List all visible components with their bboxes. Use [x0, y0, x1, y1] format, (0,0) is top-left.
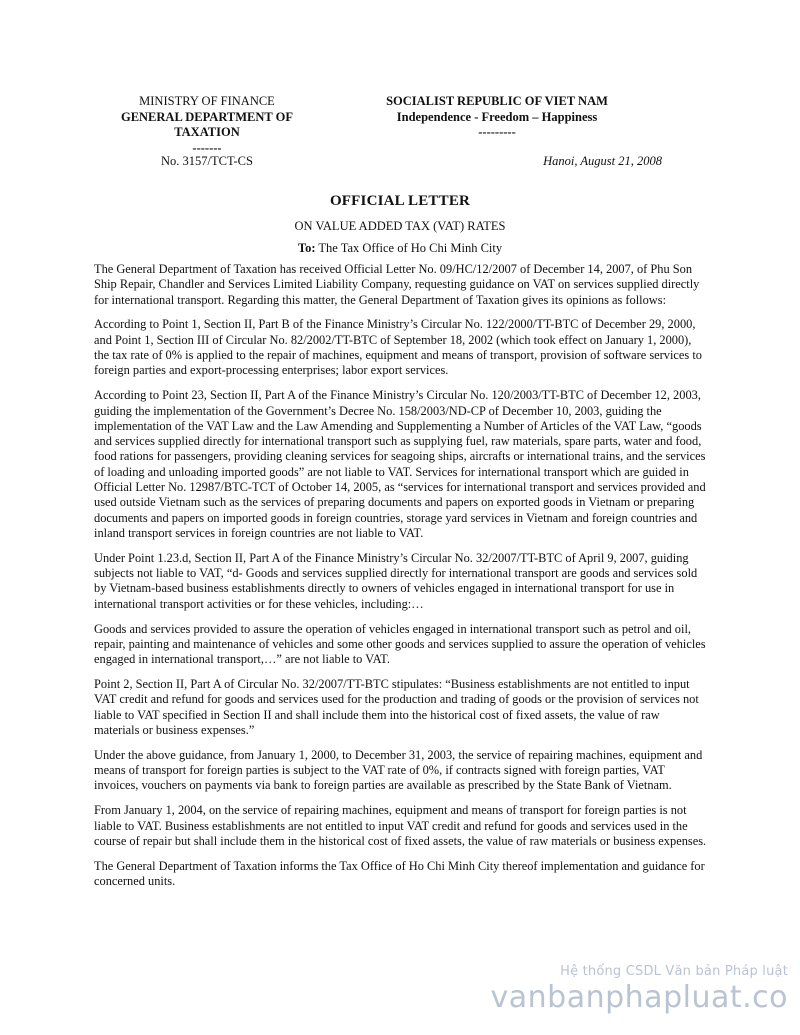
body-paragraph: Goods and services provided to assure the operation of vehicles engaged in international transport such as petrol and oil, repair, painting and maintenance of vehicles and some other goods and services supplied to assure the operation of vehicles engaged in international transport,…” are not liable to VAT.	[94, 621, 706, 667]
national-motto: Independence - Freedom – Happiness	[396, 109, 598, 124]
motto-separator: ---------	[478, 125, 516, 139]
document-number: No. 3157/TCT-CS	[161, 154, 253, 168]
ministry-name: MINISTRY OF FINANCE	[139, 94, 275, 108]
recipient-name: The Tax Office of Ho Chi Minh City	[318, 241, 503, 255]
watermark-domain: vanbanphapluat.co	[490, 980, 788, 1015]
body-paragraph: Under the above guidance, from January 1, 2000, to December 31, 2003, the service of repairing machines, equipment and means of transport for foreign parties is subject to the VAT rate of 0%, if contracts signed with foreign parties, VAT invoices, vouchers on payments via bank to foreign parties are available as prescribed by the State Bank of Vietnam.	[94, 747, 703, 793]
department-name-line1: GENERAL DEPARTMENT OF	[120, 109, 294, 124]
letter-body	[94, 262, 708, 899]
watermark-tagline: Hệ thống CSDL Văn bản Pháp luật	[560, 964, 788, 979]
body-paragraph: From January 1, 2004, on the service of repairing machines, equipment and means of transport for foreign parties is not liable to VAT. Business establishments are not entitled to input VAT credit and refund for goods and services used in the course of repair but shall include them in the historical cost of fixed assets, the value of raw materials or business expenses.	[94, 803, 707, 848]
body-paragraph: According to Point 1, Section II, Part B of the Finance Ministry’s Circular No. 122/2000/TT-BTC of December 29, 2000, and Point 1, Section III of Circular No. 82/2002/TT-BTC of September 18, 2002 (which took effect on January 1, 2000), the tax rate of 0% is applied to the repair of machines, equipment and means of transport, provision of software services to foreign parties and export-processing enterprises; labor export services.	[94, 317, 702, 378]
body-paragraph: The General Department of Taxation informs the Tax Office of Ho Chi Minh City thereof implementation and guidance for concerned units.	[94, 858, 705, 889]
department-name-line2: TAXATION	[174, 125, 240, 139]
place-and-date: Hanoi, August 21, 2008	[543, 154, 662, 168]
site-watermark	[491, 964, 788, 1015]
country-name: SOCIALIST REPUBLIC OF VIET NAM	[386, 94, 608, 108]
body-paragraph: Point 2, Section II, Part A of Circular No. 32/2007/TT-BTC stipulates: “Business establishments are not entitled to input VAT credit and refund for goods and services used for the production and trading of goods or the provision of services not liable to VAT specified in Section II and shall include them into the historical cost of fixed assets, the value of raw materials or business expenses.”	[94, 677, 699, 737]
recipient-label: To:	[297, 241, 316, 255]
recipient-line	[0, 241, 800, 256]
body-paragraph: According to Point 23, Section II, Part A of the Finance Ministry’s Circular No. 120/2003/TT-BTC of December 12, 2003, guiding the implementation of the Government’s Decree No. 158/2003/ND-CP of December 10, 2003, guiding the implementation of the VAT Law and the Law Amending and Supplementing a Number of Articles of the VAT Law, “goods and services supplied directly for international transport such as supplying fuel, raw materials, spare parts, water and food, food rations for passengers, providing cleaning services for seagoing ships, aircrafts or international trains, and the services of loading and unloading imported goods” are not liable to VAT. Services for international transport which are guided in Official Letter No. 12987/BTC-TCT of October 14, 2005, as “services for international transport and services provided and used outside Vietnam such as the services of preparing documents and papers on exported goods in Vietnam or preparing documents and papers on imported goods in foreign countries, storage yard services in Vietnam and foreign countries and inland transport services in foreign countries are not liable to VAT.	[94, 388, 706, 540]
national-title-block	[358, 94, 636, 141]
issuer-separator: -------	[192, 140, 222, 155]
body-paragraph: The General Department of Taxation has received Official Letter No. 09/HC/12/2007 of December 14, 2007, of Phu Son Ship Repair, Chandler and Services Limited Liability Company, requesting guidance on VAT on services supplied directly for international transport. Regarding this matter, the General Department of Taxation gives its opinions as follows:	[94, 262, 700, 307]
document-title: OFFICIAL LETTER	[329, 193, 471, 209]
issuer-block	[115, 94, 299, 156]
document-header	[0, 94, 800, 174]
document-subtitle: ON VALUE ADDED TAX (VAT) RATES	[294, 219, 506, 233]
body-paragraph: Under Point 1.23.d, Section II, Part A of the Finance Ministry’s Circular No. 32/2007/TT-BTC of April 9, 2007, guiding subjects not liable to VAT, “d- Goods and services supplied directly for international transport are goods and services sold by Vietnam-based business establishments directly to owners of vehicles engaged in international transport for use in international transport activities or for these vehicles, including:…	[94, 550, 698, 611]
